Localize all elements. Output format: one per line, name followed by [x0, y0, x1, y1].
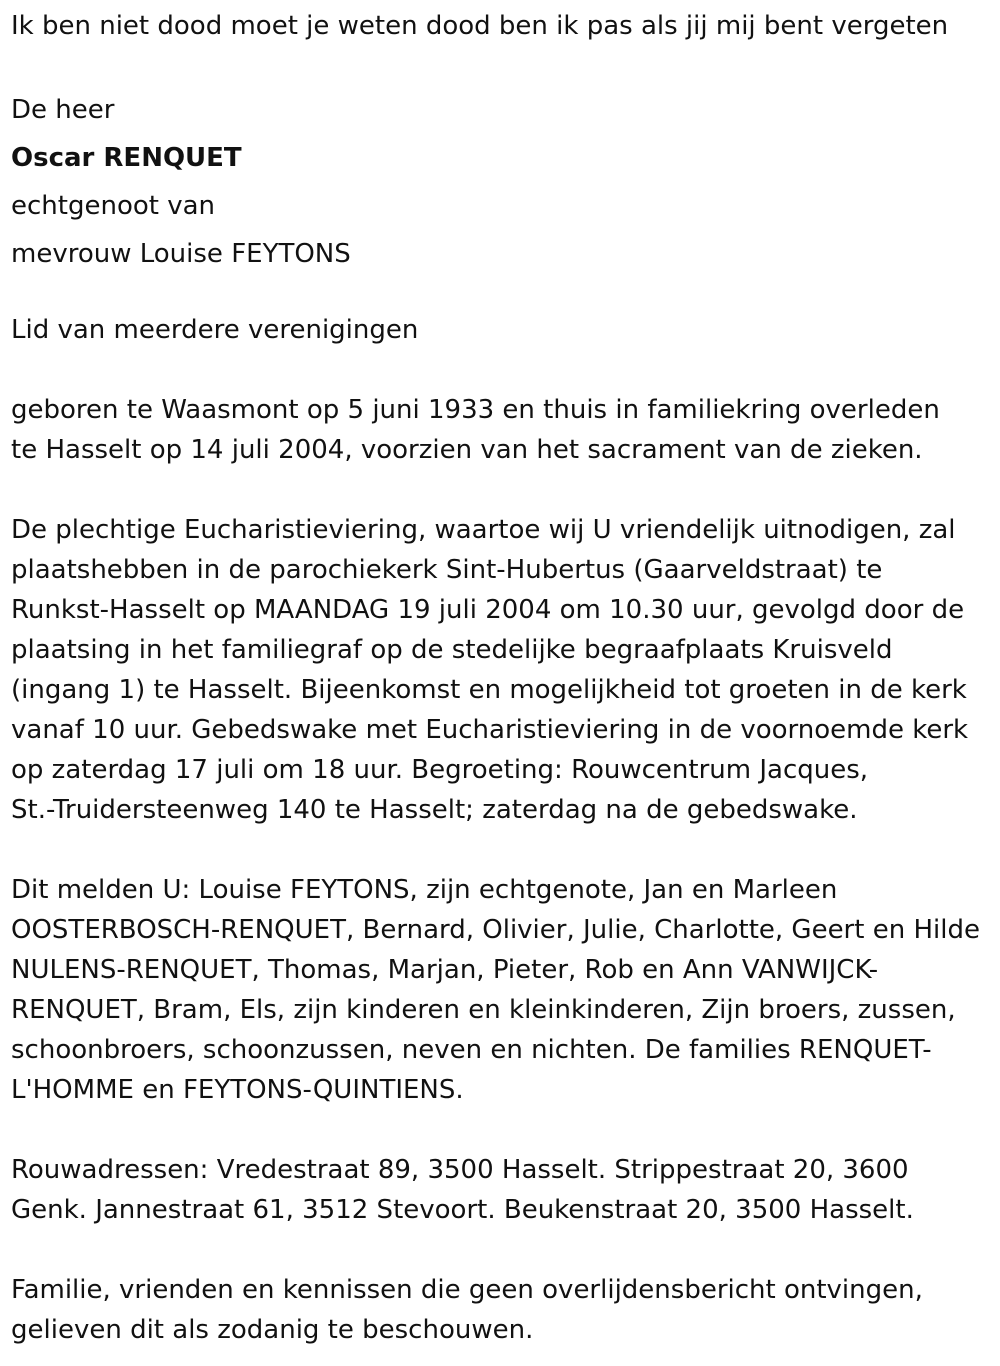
- family-paragraph: [11, 870, 993, 1110]
- spacer: [11, 470, 993, 510]
- paragraph-line: plaatshebben in de parochiekerk Sint-Hubertus (Gaarveldstraat) te: [11, 555, 883, 585]
- ceremony-paragraph: [11, 510, 993, 830]
- spacer: [11, 350, 993, 390]
- paragraph-line: NULENS-RENQUET, Thomas, Marjan, Pieter, Rob en Ann VANWIJCK-: [11, 955, 879, 985]
- spacer: [11, 1110, 993, 1150]
- paragraph-line: gelieven dit als zodanig te beschouwen.: [11, 1315, 534, 1345]
- paragraph-line: OOSTERBOSCH-RENQUET, Bernard, Olivier, Julie, Charlotte, Geert en Hilde: [11, 915, 980, 945]
- paragraph-line: geboren te Waasmont op 5 juni 1933 en thuis in familiekring overleden: [11, 395, 940, 425]
- spouse-name: mevrouw Louise FEYTONS: [11, 239, 351, 269]
- paragraph-line: Dit melden U: Louise FEYTONS, zijn echtgenote, Jan en Marleen: [11, 875, 838, 905]
- spacer: [11, 1230, 993, 1270]
- spacer: [11, 278, 993, 310]
- paragraph-line: St.-Truidersteenweg 140 te Hasselt; zaterdag na de gebedswake.: [11, 795, 858, 825]
- paragraph-line: De plechtige Eucharistieviering, waartoe wij U vriendelijk uitnodigen, zal: [11, 515, 956, 545]
- paragraph-line: Rouwadressen: Vredestraat 89, 3500 Hasselt. Strippestraat 20, 3600: [11, 1155, 909, 1185]
- paragraph-line: (ingang 1) te Hasselt. Bijeenkomst en mogelijkheid tot groeten in de kerk: [11, 675, 967, 705]
- paragraph-line: Runkst-Hasselt op MAANDAG 19 juli 2004 om 10.30 uur, gevolgd door de: [11, 595, 965, 625]
- salutation: De heer: [11, 95, 115, 125]
- membership: Lid van meerdere verenigingen: [11, 315, 419, 345]
- addresses-paragraph: [11, 1150, 993, 1230]
- spacer: [11, 830, 993, 870]
- paragraph-line: RENQUET, Bram, Els, zijn kinderen en kleinkinderen, Zijn broers, zussen,: [11, 995, 956, 1025]
- deceased-name: Oscar RENQUET: [11, 143, 242, 173]
- spacer: [11, 46, 993, 86]
- birth-death-paragraph: [11, 390, 993, 470]
- obituary-document: [11, 6, 993, 1350]
- paragraph-line: vanaf 10 uur. Gebedswake met Eucharistieviering in de voornoemde kerk: [11, 715, 969, 745]
- paragraph-line: plaatsing in het familiegraf op de stedelijke begraafplaats Kruisveld: [11, 635, 893, 665]
- paragraph-line: schoonbroers, schoonzussen, neven en nichten. De families RENQUET-: [11, 1035, 932, 1065]
- motto: Ik ben niet dood moet je weten dood ben ik pas als jij mij bent vergeten: [11, 11, 949, 41]
- closing-paragraph: [11, 1270, 993, 1350]
- paragraph-line: Genk. Jannestraat 61, 3512 Stevoort. Beukenstraat 20, 3500 Hasselt.: [11, 1195, 914, 1225]
- paragraph-line: L'HOMME en FEYTONS-QUINTIENS.: [11, 1075, 464, 1105]
- paragraph-line: te Hasselt op 14 juli 2004, voorzien van het sacrament van de zieken.: [11, 435, 923, 465]
- paragraph-line: op zaterdag 17 juli om 18 uur. Begroeting: Rouwcentrum Jacques,: [11, 755, 869, 785]
- paragraph-line: Familie, vrienden en kennissen die geen overlijdensbericht ontvingen,: [11, 1275, 923, 1305]
- spouse-relation: echtgenoot van: [11, 191, 216, 221]
